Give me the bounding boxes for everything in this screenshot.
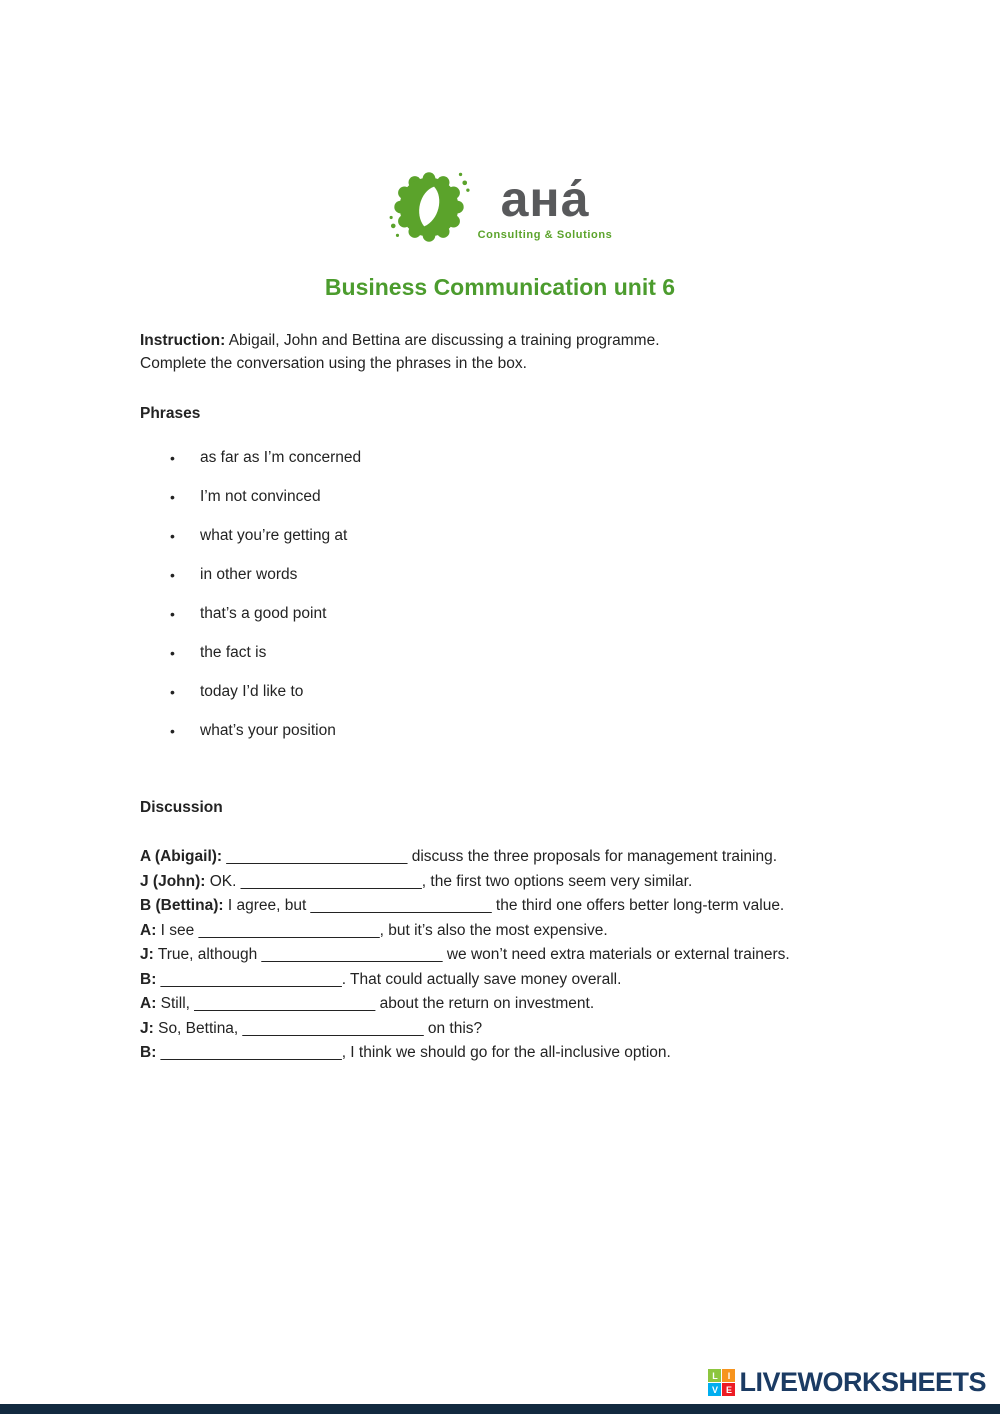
phrase-item: [170, 566, 860, 584]
phrase-text: what you’re getting at: [200, 526, 348, 544]
phrase-item: [170, 527, 860, 545]
dialogue: [140, 845, 860, 1066]
speaker-label: J:: [140, 946, 154, 963]
bullet-icon: •: [170, 722, 175, 739]
dialogue-line: [140, 919, 860, 944]
bullet-icon: •: [170, 683, 175, 700]
logo-text: ана́: [500, 170, 590, 227]
phrases-heading: Phrases: [140, 404, 201, 422]
phrase-text: that’s a good point: [200, 604, 327, 622]
speaker-label: A:: [140, 995, 157, 1012]
dialogue-line: [140, 943, 860, 968]
dialogue-text: _____________________, I think we should go for the all-inclusive option.: [156, 1044, 671, 1061]
dialogue-text: OK. _____________________, the first two options seem very similar.: [205, 872, 693, 890]
dialogue-line: [140, 894, 860, 919]
phrase-text: today I’d like to: [200, 682, 304, 700]
phrases-list: [140, 449, 860, 740]
speaker-label: A (Abigail):: [140, 848, 223, 865]
phrase-text: as far as I’m concerned: [200, 448, 362, 466]
instruction-line-2: Complete the conversation using the phrases in the box.: [140, 355, 527, 373]
lw-square-v: V: [708, 1383, 721, 1396]
bullet-icon: •: [170, 566, 175, 583]
dialogue-text: I agree, but _____________________ the third one offers better long-term value.: [223, 897, 785, 914]
phrase-item: [170, 605, 860, 623]
dialogue-text: I see _____________________, but it’s also the most expensive.: [156, 921, 608, 939]
lw-square-i: I: [722, 1369, 735, 1382]
phrase-item: [170, 488, 860, 506]
instruction-text: Abigail, John and Bettina are discussing a training programme.: [225, 332, 660, 349]
dialogue-text: So, Bettina, _____________________ on this?: [153, 1019, 483, 1037]
phrase-item: [170, 644, 860, 662]
speaker-label: B (Bettina):: [140, 897, 224, 914]
page-title: Business Communication unit 6: [324, 274, 676, 300]
lw-square-l: L: [708, 1369, 721, 1382]
bullet-icon: •: [170, 449, 175, 466]
company-logo: [0, 0, 1000, 248]
dialogue-text: True, although _____________________ we won’t need extra materials or external trainers.: [153, 946, 790, 963]
dialogue-text: Still, _____________________ about the return on investment.: [156, 995, 595, 1012]
instruction-label: Instruction:: [140, 332, 226, 349]
phrase-text: the fact is: [200, 643, 267, 661]
dialogue-line: [140, 870, 860, 895]
bullet-icon: •: [170, 488, 175, 505]
dialogue-line: [140, 1017, 860, 1042]
speaker-label: B:: [140, 970, 157, 988]
gear-leaf-icon: [388, 166, 470, 248]
liveworksheets-logo[interactable]: [708, 1367, 986, 1398]
dialogue-line: [140, 992, 860, 1017]
liveworksheets-squares-icon: [708, 1369, 735, 1396]
bullet-icon: •: [170, 527, 175, 544]
phrase-item: [170, 449, 860, 467]
phrase-item: [170, 683, 860, 701]
phrase-text: in other words: [200, 565, 298, 583]
phrase-text: I’m not convinced: [200, 487, 321, 505]
dialogue-text: _____________________. That could actually save money overall.: [156, 970, 622, 988]
speaker-label: J:: [140, 1019, 154, 1037]
phrase-text: what’s your position: [200, 721, 336, 739]
bottom-bar: [0, 1404, 1000, 1414]
speaker-label: A:: [140, 921, 157, 939]
instruction-line-1: [140, 329, 860, 352]
dialogue-line: [140, 968, 860, 993]
dialogue-line: [140, 1041, 860, 1066]
speaker-label: J (John):: [140, 872, 206, 890]
dialogue-text: _____________________ discuss the three proposals for management training.: [222, 848, 778, 865]
bullet-icon: •: [170, 644, 175, 661]
dialogue-line: [140, 845, 860, 870]
phrase-item: [170, 722, 860, 740]
logo-subtitle: Consulting & Solutions: [477, 228, 613, 241]
lw-square-e: E: [722, 1383, 735, 1396]
liveworksheets-wordmark: LIVEWORKSHEETS: [739, 1367, 986, 1397]
discussion-heading: Discussion: [140, 798, 223, 816]
bullet-icon: •: [170, 605, 175, 622]
speaker-label: B:: [140, 1044, 157, 1061]
